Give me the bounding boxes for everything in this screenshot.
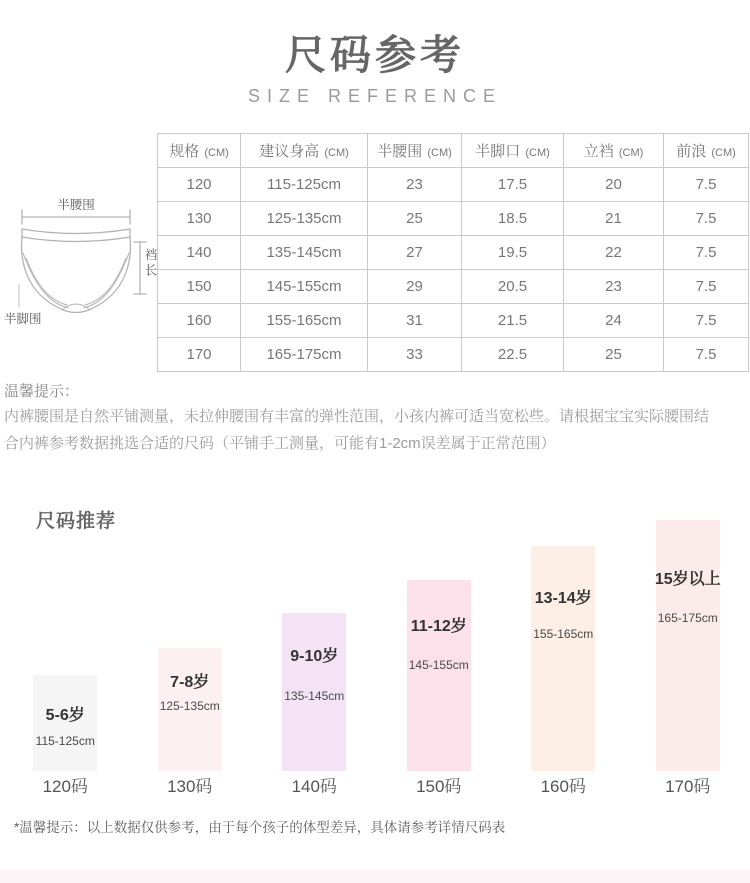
table-cell: 24: [564, 304, 664, 338]
table-cell: 7.5: [664, 338, 749, 372]
size-table: [157, 133, 749, 372]
notice-title: 温馨提示：: [4, 383, 80, 400]
axis-label: 120码: [42, 777, 88, 796]
notice-block: [4, 381, 748, 457]
column-header-half-waist: 半腰围 (CM): [368, 134, 462, 168]
column-header-rise: 立裆 (CM): [564, 134, 664, 168]
table-cell: 140: [158, 236, 241, 270]
table-cell: 170: [158, 338, 241, 372]
axis-label: 140码: [291, 777, 337, 796]
table-row: [158, 236, 749, 270]
bar-slot: [626, 520, 750, 771]
table-cell: 165-175cm: [241, 338, 368, 372]
table-cell: 27: [368, 236, 462, 270]
bar-height-range: 155-165cm: [533, 627, 594, 641]
bar-height-range: 125-135cm: [159, 699, 220, 713]
crotch-length-label: 裆长: [143, 248, 157, 279]
bar-age-label: 5-6岁: [45, 707, 85, 724]
chart-heading: 尺码推荐: [36, 511, 117, 532]
table-row: [158, 304, 749, 338]
table-cell: 17.5: [462, 168, 564, 202]
bottom-accent-band: [0, 870, 750, 883]
table-header-row: [158, 134, 749, 168]
axis-label: 150码: [416, 777, 462, 796]
chart-axis: [3, 772, 750, 797]
bar-column-130: [158, 648, 222, 771]
bar-column-160: [531, 546, 595, 771]
table-cell: 20: [564, 168, 664, 202]
bar-age-label: 15岁以上: [654, 571, 721, 588]
size-table-wrap: [157, 133, 749, 372]
table-cell: 33: [368, 338, 462, 372]
bar-column-150: [407, 580, 471, 771]
table-cell: 120: [158, 168, 241, 202]
table-cell: 7.5: [664, 168, 749, 202]
table-cell: 115-125cm: [241, 168, 368, 202]
table-cell: 23: [564, 270, 664, 304]
table-cell: 22: [564, 236, 664, 270]
table-cell: 130: [158, 202, 241, 236]
axis-label: 160码: [540, 777, 586, 796]
bar-height-range: 165-175cm: [657, 611, 718, 625]
table-cell: 19.5: [462, 236, 564, 270]
table-cell: 23: [368, 168, 462, 202]
table-cell: 7.5: [664, 236, 749, 270]
bar-slot: [501, 546, 626, 771]
bar-column-120: [33, 675, 97, 771]
half-waist-label: 半腰围: [57, 198, 95, 212]
table-cell: 21.5: [462, 304, 564, 338]
table-cell: 155-165cm: [241, 304, 368, 338]
bar-age-label: 9-10岁: [290, 648, 339, 665]
table-row: [158, 338, 749, 372]
table-cell: 22.5: [462, 338, 564, 372]
column-header-spec: 规格 (CM): [158, 134, 241, 168]
size-chart: [3, 520, 750, 771]
half-leg-label: 半脚围: [4, 312, 42, 326]
table-row: [158, 270, 749, 304]
table-cell: 25: [564, 338, 664, 372]
axis-label: 130码: [167, 777, 213, 796]
page-subtitle: SIZE REFERENCE: [247, 86, 503, 106]
bar-height-range: 115-125cm: [35, 734, 95, 748]
axis-label: 170码: [665, 777, 711, 796]
bar-slot: [128, 648, 253, 771]
table-cell: 25: [368, 202, 462, 236]
underwear-diagram: [4, 196, 156, 336]
notice-line-1: 内裤腰围是自然平铺测量，未拉伸腰围有丰富的弹性范围，小孩内裤可适当宽松些。请根据宝宝实际腰围结: [4, 408, 710, 425]
bar-age-label: 13-14岁: [534, 590, 592, 607]
table-row: [158, 202, 749, 236]
column-header-half-leg: 半脚口 (CM): [462, 134, 564, 168]
bar-age-label: 7-8岁: [170, 674, 210, 691]
table-cell: 18.5: [462, 202, 564, 236]
table-cell: 31: [368, 304, 462, 338]
table-cell: 145-155cm: [241, 270, 368, 304]
bar-column-140: [282, 613, 346, 771]
table-cell: 150: [158, 270, 241, 304]
page-title: 尺码参考: [285, 32, 465, 78]
table-row: [158, 168, 749, 202]
table-cell: 160: [158, 304, 241, 338]
table-cell: 20.5: [462, 270, 564, 304]
notice-line-2: 合内裤参考数据挑选合适的尺码（平铺手工测量，可能有1-2cm误差属于正常范围）: [4, 435, 556, 452]
table-cell: 21: [564, 202, 664, 236]
table-cell: 135-145cm: [241, 236, 368, 270]
table-cell: 7.5: [664, 304, 749, 338]
bar-slot: [377, 580, 502, 771]
bar-height-range: 135-145cm: [284, 689, 345, 703]
bar-slot: [252, 613, 377, 771]
column-header-height: 建议身高 (CM): [241, 134, 368, 168]
footnote: *温馨提示：以上数据仅供参考，由于每个孩子的体型差异，具体请参考详情尺码表: [14, 820, 506, 835]
table-cell: 29: [368, 270, 462, 304]
table-cell: 7.5: [664, 202, 749, 236]
bar-height-range: 145-155cm: [408, 658, 469, 672]
bar-age-label: 11-12岁: [410, 618, 467, 635]
table-cell: 125-135cm: [241, 202, 368, 236]
bar-slot: [3, 675, 128, 771]
table-cell: 7.5: [664, 270, 749, 304]
column-header-front-rise: 前浪 (CM): [664, 134, 749, 168]
bar-column-170: [656, 520, 720, 771]
